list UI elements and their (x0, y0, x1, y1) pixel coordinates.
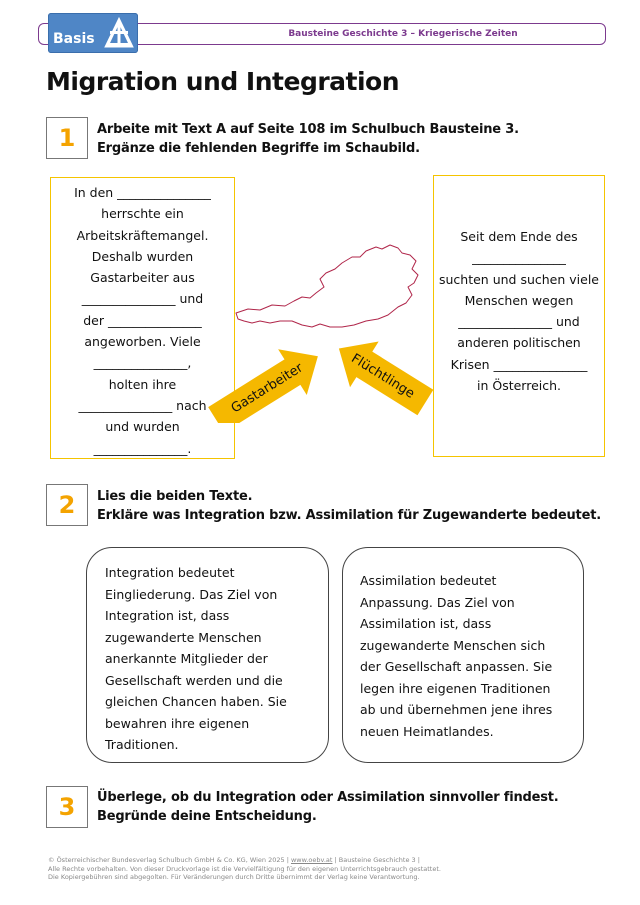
task2-line1: Lies die beiden Texte. (97, 489, 253, 504)
footer-copyright (48, 856, 441, 882)
fluechtlinge-fill-box (433, 175, 605, 457)
footer-line1 (48, 856, 441, 865)
task1-instructions (97, 120, 519, 158)
assimilation-text-box (342, 547, 584, 763)
task-number-3: 3 (46, 786, 88, 828)
fill-line: suchten und suchen viele (438, 271, 599, 287)
migration-arrows (205, 318, 455, 423)
task1-line1: Arbeite mit Text A auf Seite 108 im Schulbuch Bausteine 3. (97, 122, 519, 137)
gastarbeiter-arrow-label: Gastarbeiter (228, 360, 306, 417)
fill-line: in Österreich. (476, 378, 562, 394)
footer-copyright-text: © Österreichischer Bundesverlag Schulbuch GmbH & Co. KG, Wien 2025 | (48, 856, 289, 864)
footer-line2: Alle Rechte vorbehalten. Von dieser Druckvorlage ist die Vervielfältigung für den eigenen Unterrichtsgebrauch gestattet. (48, 864, 441, 873)
task2-instructions (97, 487, 601, 525)
fill-line: In den _______________ (74, 185, 211, 200)
text-line: Integration ist, dass (105, 608, 230, 623)
text-line: zugewanderte Menschen sich (360, 637, 546, 653)
fill-line: herrschte ein (101, 206, 184, 222)
fill-line: _______________ (472, 250, 566, 266)
fill-line: _______________, (93, 355, 192, 371)
text-line: legen ihre eigenen Traditionen (360, 680, 551, 696)
fill-line: anderen politischen (457, 335, 581, 351)
header-title: Bausteine Geschichte 3 – Kriegerische Zeiten (288, 29, 518, 39)
task2-line2: Erkläre was Integration bzw. Assimilation für Zugewanderte bedeutet. (97, 508, 601, 523)
triangle-logo-icon (103, 16, 135, 50)
fill-line: Gastarbeiter aus (90, 270, 195, 286)
fill-line: _______________. (93, 440, 192, 456)
fill-line: holten ihre (108, 376, 177, 392)
fill-line: Seit dem Ende des (460, 229, 578, 244)
text-line: Traditionen. (105, 737, 179, 752)
page-title: Migration und Integration (46, 67, 400, 96)
task3-line1: Überlege, ob du Integration oder Assimilation sinnvoller findest. (97, 790, 559, 805)
text-line: Assimilation bedeutet (360, 573, 497, 588)
text-line: Assimilation ist, dass (360, 616, 492, 631)
fill-line: Krisen _______________ (450, 356, 588, 372)
fill-line: und wurden (105, 419, 180, 435)
text-line: Integration bedeutet (105, 565, 235, 580)
task3-instructions (97, 788, 559, 826)
fill-line: angeworben. Viele (84, 334, 201, 350)
fill-line: Menschen wegen (464, 292, 574, 308)
text-line: der Gesellschaft anpassen. Sie (360, 659, 553, 674)
fluechtlinge-arrow-label: Flüchtlinge (348, 351, 418, 402)
text-line: Gesellschaft werden und die (105, 672, 283, 688)
text-line: Eingliederung. Das Ziel von (105, 586, 278, 602)
task-number-1: 1 (46, 117, 88, 159)
fill-line: Arbeitskräftemangel. (76, 227, 209, 243)
fill-line: _______________ nach (78, 397, 207, 413)
oebv-link[interactable]: www.oebv.at (290, 856, 333, 864)
footer-line3: Die Kopiergebühren sind abgegolten. Für Veränderungen durch Dritte übernimmt der Verlag keine Verantwortung. (48, 873, 420, 881)
integration-text-box (86, 547, 329, 763)
fill-line: _______________ und (81, 291, 204, 307)
task1-line2: Ergänze die fehlenden Begriffe im Schaubild. (97, 141, 420, 156)
task-number-2: 2 (46, 484, 88, 526)
task3-line2: Begründe deine Entscheidung. (97, 809, 317, 824)
fill-line: Deshalb wurden (91, 248, 194, 264)
fill-line: _______________ und (458, 314, 580, 330)
footer-book-ref: | Bausteine Geschichte 3 | (334, 856, 420, 864)
text-line: anerkannte Mitglieder der (105, 651, 268, 666)
text-line: neuen Heimatlandes. (360, 723, 494, 739)
text-line: zugewanderte Menschen (105, 629, 262, 645)
text-line: Anpassung. Das Ziel von (360, 594, 515, 610)
text-line: ab und übernehmen jene ihres (360, 702, 553, 717)
text-line: bewahren ihre eigenen (105, 715, 250, 731)
text-line: gleichen Chancen haben. Sie (105, 694, 287, 709)
fill-line: der _______________ (83, 312, 202, 328)
logo-text: Basis (53, 31, 95, 47)
